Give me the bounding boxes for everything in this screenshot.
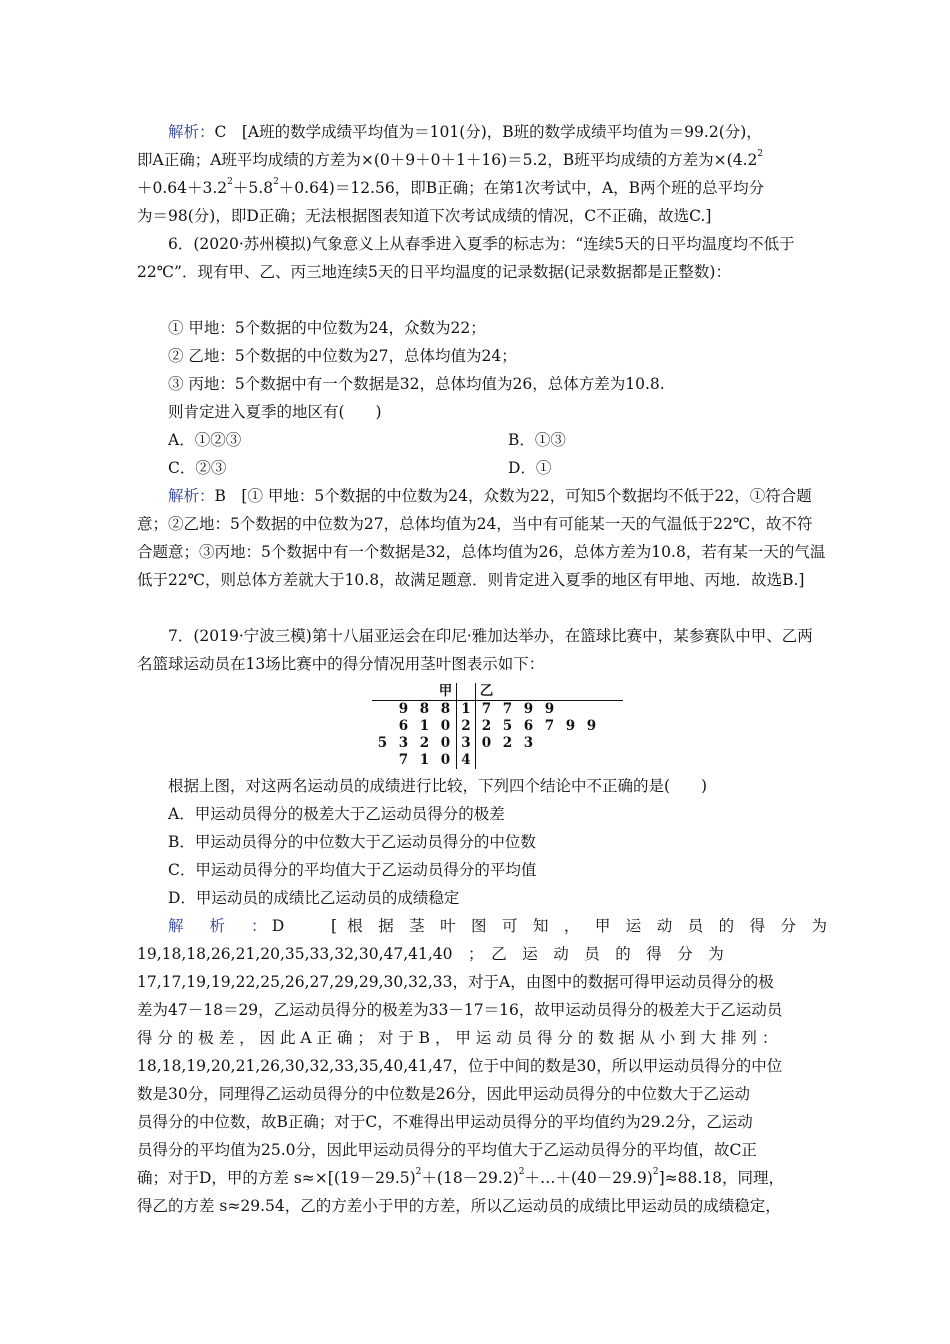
q7-solution-line-1: 解 析 ：D [ 根 据 茎 叶 图 可 知 ， 甲 运 动 员 的 得 分 为 — [168, 917, 827, 935]
solution-label: 解 析 ： — [168, 917, 272, 935]
stem-value: 3 — [457, 735, 476, 752]
right-header: 乙 — [476, 683, 498, 701]
q7-option-b: B．甲运动员得分的中位数大于乙运动员得分的中位数 — [168, 833, 536, 851]
q7-solution-line-6: 18,18,19,20,21,26,30,32,33,35,40,41,47，位于中间的数是30，所以甲运动员得分的中位 — [137, 1057, 783, 1075]
solution-label: 解析： — [168, 123, 215, 141]
q6-item-2: ② 乙地：5个数据的中位数为27，总体均值为24； — [168, 347, 517, 365]
q6-stem: 6．(2020·苏州模拟)气象意义上从春季进入夏季的标志为：“连续5天的日平均温度均不低于22℃”．现有甲、乙、丙三地连续5天的日平均温度的记录数据(记录数据都是正整数)： — [137, 235, 795, 281]
q6-option-a: A．①②③ — [168, 431, 242, 449]
q7-question: 根据上图，对这两名运动员的成绩进行比较，下列四个结论中不正确的是( ) — [168, 777, 708, 795]
stem-row: 7 1 0 4 — [372, 752, 623, 769]
left-header: 甲 — [435, 683, 457, 701]
q7-option-d: D．甲运动员的成绩比乙运动员的成绩稳定 — [168, 889, 460, 907]
stem-leaf-plot — [372, 683, 623, 769]
q5-solution-line-4: 为＝98(分)，即D正确；无法根据图表知道下次考试成绩的情况，C不正确，故选C.] — [137, 207, 712, 225]
q5-solution-line-3: $+0.64+3.2^2+5.8^2+0.64)=12.56$，即B正确；在第1次考试中，A，B两个班的总平均分 — [137, 176, 765, 197]
q6-option-c: C．②③ — [168, 459, 227, 477]
q7-solution-line-5: 得 分 的 极 差 ， 因 此 A 正 确 ； 对 于 B ， 甲 运 动 员 得 分 的 数 据 从 小 到 大 排 列 ： — [137, 1029, 778, 1047]
q5-solution-line-1: 解析：C [A班的数学成绩平均值为＝101(分)，B班的数学成绩平均值为＝99.2(分)， — [168, 123, 762, 141]
q6-item-1: ① 甲地：5个数据的中位数为24，众数为22； — [168, 319, 486, 337]
q7-solution-line-9: 员得分的平均值为25.0分，因此甲运动员得分的平均值大于乙运动员得分的平均值，故C正 — [137, 1141, 757, 1159]
q6-question: 则肯定进入夏季的地区有( ) — [168, 403, 382, 421]
q7-solution-line-10: 确；对于D，甲的方差 $s\approx\times[(19-29.5)^2+(18-29.2)^2+\dots+(40-29.9)^2]\approx 88.18$，同理， — [137, 1166, 784, 1187]
q7-stem: 7．(2019·宁波三模)第十八届亚运会在印尼·雅加达举办，在篮球比赛中，某参赛队中甲、乙两名篮球运动员在13场比赛中的得分情况用茎叶图表示如下： — [137, 627, 813, 673]
q7-solution-line-8: 员得分的中位数，故B正确；对于C，不难得出甲运动员得分的平均值约为29.2分，乙运动 — [137, 1113, 753, 1131]
q7-option-a: A．甲运动员得分的极差大于乙运动员得分的极差 — [168, 805, 505, 823]
solution-label: 解析： — [168, 487, 215, 505]
q7-option-c: C．甲运动员得分的平均值大于乙运动员得分的平均值 — [168, 861, 537, 879]
q7-solution-line-11: 得乙的方差 s≈29.54，乙的方差小于甲的方差，所以乙运动员的成绩比甲运动员的成绩稳定， — [137, 1197, 781, 1215]
stem-row: 6 1 0 2 2 5 6 7 9 9 — [398, 718, 597, 734]
q6-item-3: ③ 丙地：5个数据中有一个数据是32，总体均值为26，总体方差为10.8. — [168, 375, 665, 393]
q7-solution-line-4: 差为47－18＝29，乙运动员得分的极差为33－17＝16，故甲运动员得分的极差大于乙运动员 — [137, 1001, 783, 1019]
stem-value: 4 — [457, 752, 476, 769]
q6-solution: 解析：B [① 甲地：5个数据的中位数为24，众数为22，可知5个数据均不低于22，①符合题意；②乙地：5个数据的中位数为27，总体均值为24，当中有可能某一天的气温低于22℃，故不符合题意；③丙地：5个数据中有一个数据是32，总体均值为26，总体方差为10.8，若有某一天的气温低于22℃，则总体方差就大于10.8，故满足题意．则肯定进入夏季的地区有甲地、丙地．故选B.] — [137, 487, 826, 589]
q7-solution-line-2: 19,18,18,26,21,20,35,33,32,30,47,41,40 ； 乙 运 动 员 的 得 分 为 — [137, 945, 724, 963]
stem-row: 9 8 8 1 7 7 9 9 — [398, 701, 555, 717]
stem-value: 2 — [457, 718, 476, 735]
stem-value: 1 — [457, 701, 476, 719]
q5-solution-line-2: 即A正确；A班平均成绩的方差为×(0＋9＋0＋1＋16)＝5.2，B班平均成绩的方差为$\times(4.2^2$ — [137, 148, 764, 169]
stem-row: 5 3 2 0 3 0 2 3 — [377, 735, 534, 751]
q6-option-b: B．①③ — [508, 431, 566, 449]
q6-option-d: D．① — [508, 459, 552, 477]
q7-solution-line-7: 数是30分，同理得乙运动员得分的中位数是26分，因此甲运动员得分的中位数大于乙运动 — [137, 1085, 750, 1103]
q7-solution-line-3: 17,17,19,19,22,25,26,27,29,29,30,32,33，对于A，由图中的数据可得甲运动员得分的极 — [137, 973, 774, 991]
